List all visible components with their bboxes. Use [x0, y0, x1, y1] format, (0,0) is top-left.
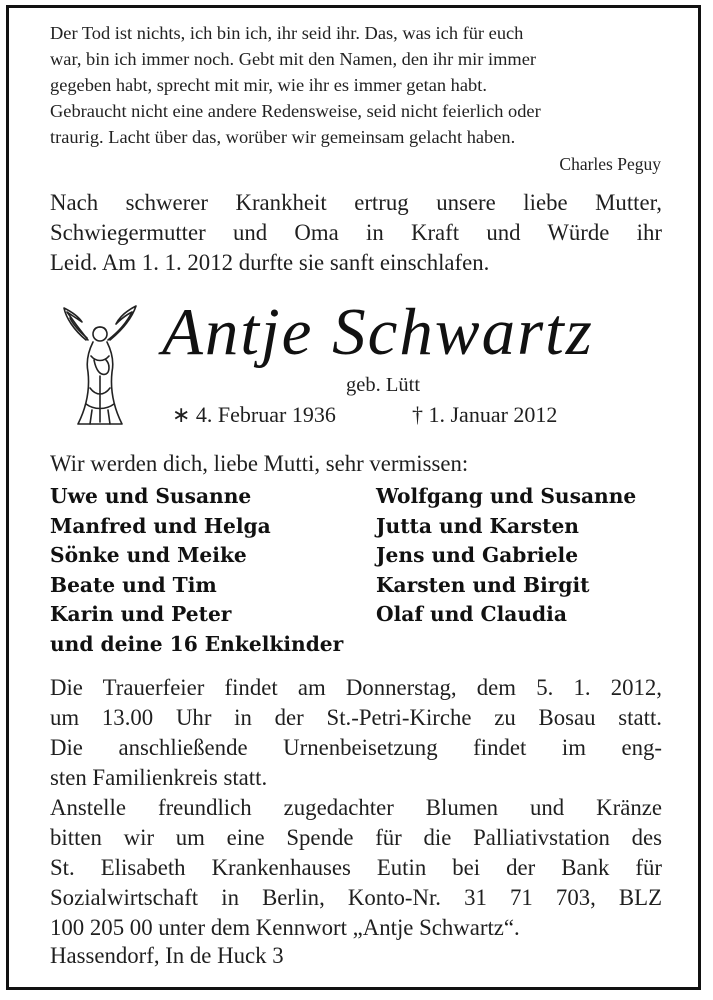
- mourner-name: Wolfgang und Susanne: [376, 484, 637, 508]
- intro-line: Schwiegermutter und Oma in Kraft und Würde ihr: [50, 220, 662, 245]
- mourner-name: Uwe und Susanne: [50, 484, 252, 508]
- donation-line: 100 205 00 unter dem Kennwort „Antje Schwartz“.: [50, 915, 520, 940]
- donation-line: Sozialwirtschaft in Berlin, Konto-Nr. 31 71 703, BLZ: [50, 885, 662, 910]
- quote-line: Gebraucht nicht eine andere Redensweise, seid nicht feierlich oder: [50, 101, 541, 121]
- donation-line: Anstelle freundlich zugedachter Blumen und Kränze: [50, 795, 662, 820]
- ceremony-line: sten Familienkreis statt.: [50, 765, 268, 790]
- intro-text: [50, 188, 662, 278]
- donation-line: bitten wir um eine Spende für die Palliativstation des: [50, 825, 662, 850]
- mourner-name: Beate und Tim: [50, 572, 217, 597]
- mourner-name: Manfred und Helga: [50, 513, 271, 538]
- mourners-left-column: [50, 482, 370, 630]
- ceremony-line: um 13.00 Uhr in der St.-Petri-Kirche zu Bosau statt.: [50, 705, 662, 730]
- angel-icon: [60, 300, 140, 435]
- birth-name: geb. Lütt: [346, 374, 421, 396]
- intro-line: Nach schwerer Krankheit ertrug unsere liebe Mutter,: [50, 190, 662, 215]
- ceremony-line: Die Trauerfeier findet am Donnerstag, dem 5. 1. 2012,: [50, 675, 662, 700]
- quote-line: Der Tod ist nichts, ich bin ich, ihr seid ihr. Das, was ich für euch: [50, 23, 524, 43]
- death-date: † 1. Januar 2012: [412, 402, 558, 427]
- deceased-name: Antje Schwartz: [162, 295, 594, 369]
- donation-text: [50, 793, 662, 943]
- ceremony-text: [50, 673, 662, 793]
- intro-line: Leid. Am 1. 1. 2012 durfte sie sanft einschlafen.: [50, 250, 490, 275]
- mourner-name: Olaf und Claudia: [376, 602, 567, 626]
- mourner-name: Sönke und Meike: [50, 543, 247, 567]
- quote-line: gegeben habt, sprecht mit mir, wie ihr es immer getan habt.: [50, 75, 487, 95]
- address-line: Hassendorf, In de Huck 3: [50, 943, 284, 968]
- mourner-name: Jutta und Karsten: [376, 513, 579, 538]
- mourner-name: Karin und Peter: [50, 602, 232, 626]
- quote-line: war, bin ich immer noch. Gebt mit den Namen, den ihr mir immer: [50, 49, 536, 69]
- mourner-name: Jens und Gabriele: [376, 543, 579, 567]
- mourner-name: Karsten und Birgit: [376, 572, 590, 597]
- quote-line: traurig. Lacht über das, worüber wir gemeinsam gelacht haben.: [50, 127, 516, 147]
- donation-line: St. Elisabeth Krankenhauses Eutin bei der Bank für: [50, 855, 662, 880]
- mourners-right-column: [376, 482, 666, 630]
- address: [50, 941, 662, 971]
- grandchildren-line: und deine 16 Enkelkinder: [50, 632, 344, 656]
- ceremony-line: Die anschließende Urnenbeisetzung findet im eng-: [50, 735, 662, 760]
- mourners-intro-line: Wir werden dich, liebe Mutti, sehr vermissen:: [50, 451, 469, 476]
- mourners-intro: [50, 449, 662, 479]
- quote: [50, 20, 662, 150]
- birth-date: ∗ 4. Februar 1936: [172, 402, 336, 427]
- quote-author: Charles Peguy: [559, 154, 661, 174]
